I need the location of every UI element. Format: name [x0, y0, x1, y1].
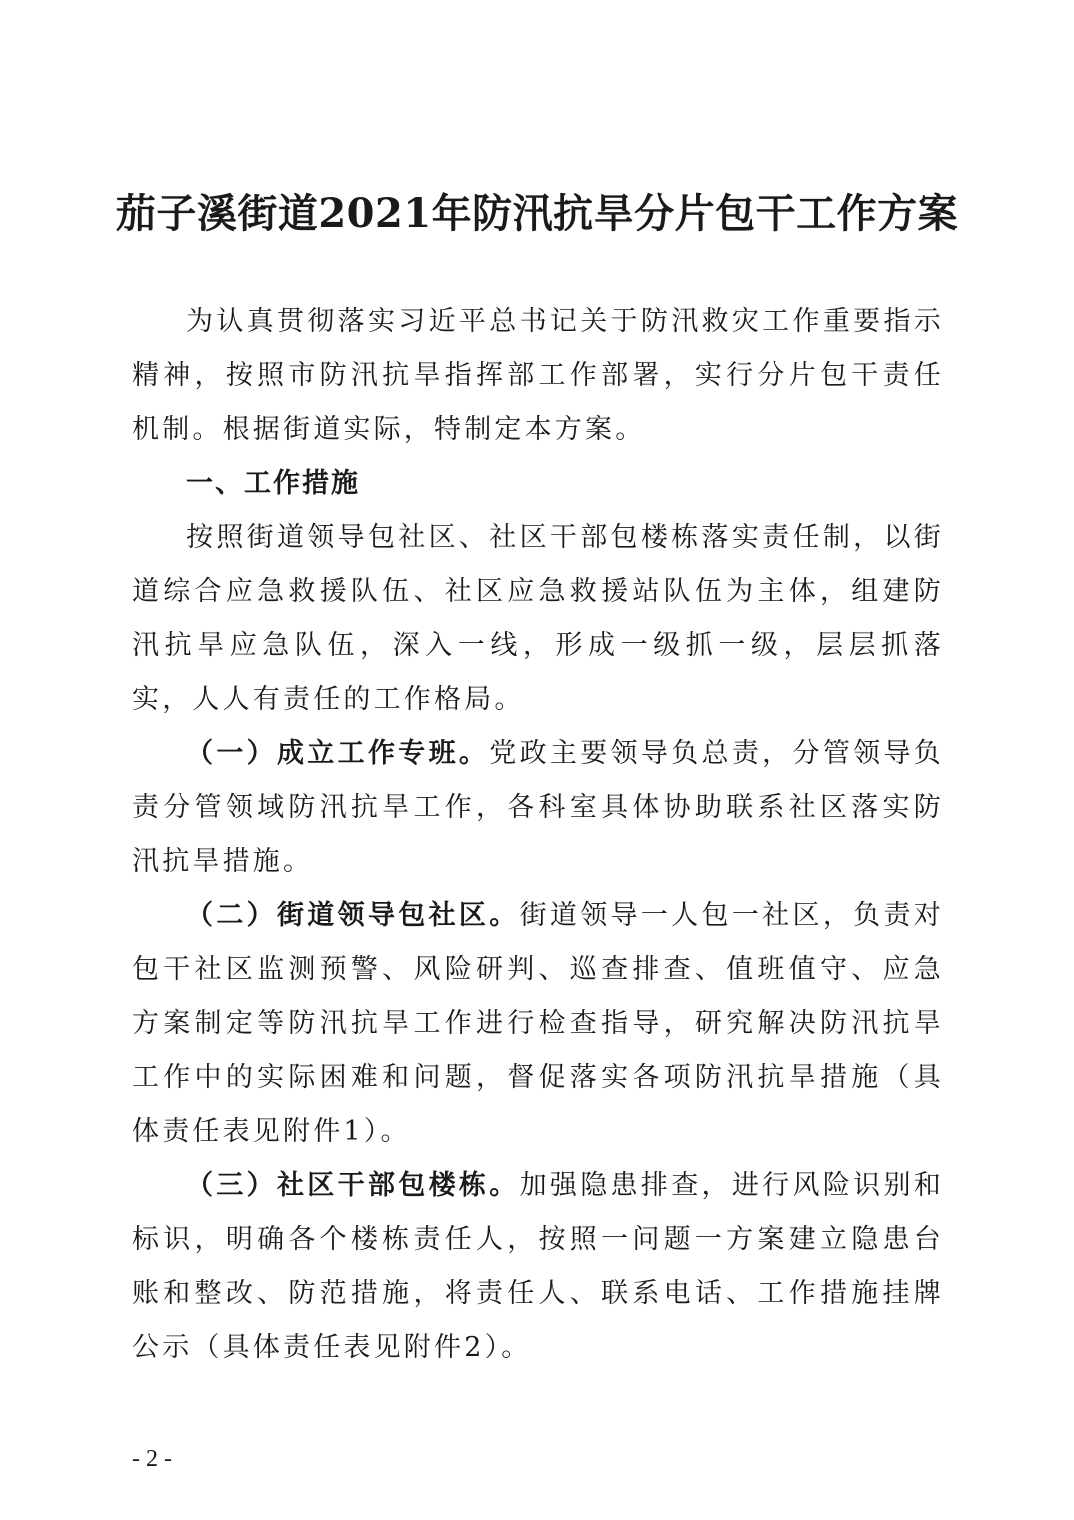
item-heading-2: （二）街道领导包社区。	[186, 900, 520, 931]
item-body-2: 街道领导一人包一社区，负责对包干社区监测预警、风险研判、巡查排查、值班值守、应急方案制定等防汛抗旱工作进行检查指导，研究解决防汛抗旱工作中的实际困难和问题，督促落实各项防汛抗旱措施（具体责任表见附件1）。	[132, 900, 944, 1147]
item-paragraph-3	[132, 1159, 944, 1375]
item-heading-3: （三）社区干部包楼栋。	[186, 1170, 520, 1201]
document-body	[132, 295, 944, 1375]
item-heading-1: （一）成立工作专班。	[186, 738, 490, 769]
section-paragraph-work-measures: 按照街道领导包社区、社区干部包楼栋落实责任制，以街道综合应急救援队伍、社区应急救援站队伍为主体，组建防汛抗旱应急队伍，深入一线，形成一级抓一级，层层抓落实，人人有责任的工作格局。	[132, 522, 944, 715]
intro-paragraph: 为认真贯彻落实习近平总书记关于防汛救灾工作重要指示精神，按照市防汛抗旱指挥部工作部署，实行分片包干责任机制。根据街道实际，特制定本方案。	[132, 306, 944, 445]
item-body-3: 加强隐患排查，进行风险识别和标识，明确各个楼栋责任人，按照一问题一方案建立隐患台账和整改、防范措施，将责任人、联系电话、工作措施挂牌公示（具体责任表见附件2）。	[132, 1170, 944, 1363]
item-paragraph-1	[132, 727, 944, 889]
page-number: - 2 -	[132, 1446, 172, 1472]
item-body-1: 党政主要领导负总责，分管领导负责分管领域防汛抗旱工作，各科室具体协助联系社区落实防汛抗旱措施。	[132, 738, 944, 877]
item-paragraph-2	[132, 889, 944, 1159]
document-title: 茄子溪街道2021年防汛抗旱分片包干工作方案	[115, 190, 959, 237]
section-heading-work-measures: 一、工作措施	[186, 468, 360, 499]
